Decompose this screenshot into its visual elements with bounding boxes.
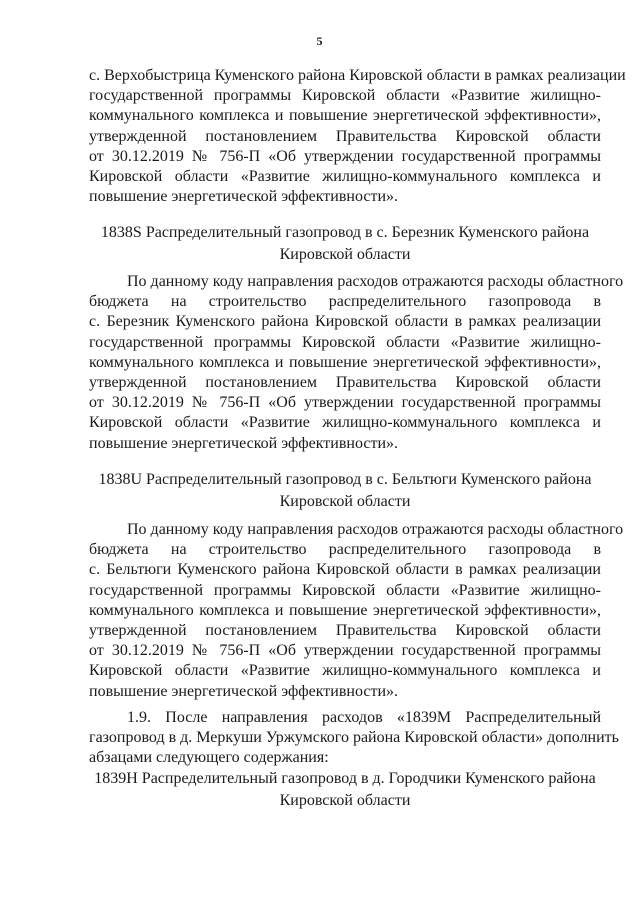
paragraph-line: Кировской области «Развитие жилищно-коммунального комплекса и (89, 414, 601, 432)
paragraph-beltyugi (89, 520, 624, 702)
paragraph-line: газопровод в д. Меркуши Уржумского района Кировской области» дополнить (89, 729, 619, 747)
paragraph-line: с. Верхобыстрица Куменского района Кировской области в рамках реализации (89, 67, 626, 84)
heading-line: 1838S Распределительный газопровод в с. Березник Куменского района (100, 224, 590, 241)
section-heading-1839h (89, 768, 601, 812)
paragraph-line: повышение энергетической эффективности». (89, 188, 399, 206)
paragraph-line: утвержденной постановлением Правительства Кировской области (89, 127, 601, 145)
paragraph-line: 1.9. После направления расходов «1839М Распределительный (127, 709, 601, 726)
paragraph-bereznik (89, 272, 624, 454)
paragraph-line: Кировской области «Развитие жилищно-коммунального комплекса и (89, 662, 601, 680)
paragraph-line: бюджета на строительство распределительного газопровода в (89, 293, 601, 311)
page-number: 5 (316, 34, 323, 48)
heading-line: Кировской области (279, 792, 411, 809)
paragraph-line: коммунального комплекса и повышение энергетической эффективности», (89, 353, 601, 371)
paragraph-line: государственной программы Кировской области «Развитие жилищно- (89, 333, 601, 351)
paragraph-line: Кировской области «Развитие жилищно-коммунального комплекса и (89, 167, 601, 185)
paragraph-line: коммунального комплекса и повышение энергетической эффективности», (89, 107, 601, 125)
paragraph-line: государственной программы Кировской области «Развитие жилищно- (89, 87, 601, 105)
paragraph-verkhobystritsa (89, 66, 626, 207)
paragraph-line: коммунального комплекса и повышение энергетической эффективности», (89, 601, 601, 619)
heading-line: Кировской области (279, 493, 411, 510)
paragraph-line: утвержденной постановлением Правительства Кировской области (89, 621, 601, 639)
paragraph-line: абзацами следующего содержания: (89, 749, 329, 767)
paragraph-line: от 30.12.2019 № 756-П «Об утверждении государственной программы (89, 147, 601, 165)
paragraph-line: бюджета на строительство распределительного газопровода в (89, 541, 601, 559)
paragraph-line: повышение энергетической эффективности». (89, 434, 399, 452)
section-heading-1838s (89, 222, 601, 266)
paragraph-line: с. Бельтюги Куменского района Кировской области в рамках реализации (89, 561, 601, 579)
paragraph-line: от 30.12.2019 № 756-П «Об утверждении государственной программы (89, 642, 601, 660)
heading-line: 1838U Распределительный газопровод в с. Бельтюги Куменского района (98, 471, 592, 488)
heading-line: 1839Н Распределительный газопровод в д. Городчики Куменского района (94, 770, 596, 787)
paragraph-line: По данному коду направления расходов отражаются расходы областного (127, 273, 624, 290)
heading-line: Кировской области (279, 246, 411, 263)
paragraph-line: повышение энергетической эффективности». (89, 682, 399, 700)
paragraph-line: с. Березник Куменского района Кировской области в рамках реализации (89, 313, 601, 331)
section-heading-1838u (89, 469, 601, 513)
paragraph-item-1-9 (89, 708, 619, 769)
paragraph-line: от 30.12.2019 № 756-П «Об утверждении государственной программы (89, 394, 601, 412)
paragraph-line: По данному коду направления расходов отражаются расходы областного (127, 521, 624, 538)
paragraph-line: государственной программы Кировской области «Развитие жилищно- (89, 581, 601, 599)
paragraph-line: утвержденной постановлением Правительства Кировской области (89, 373, 601, 391)
